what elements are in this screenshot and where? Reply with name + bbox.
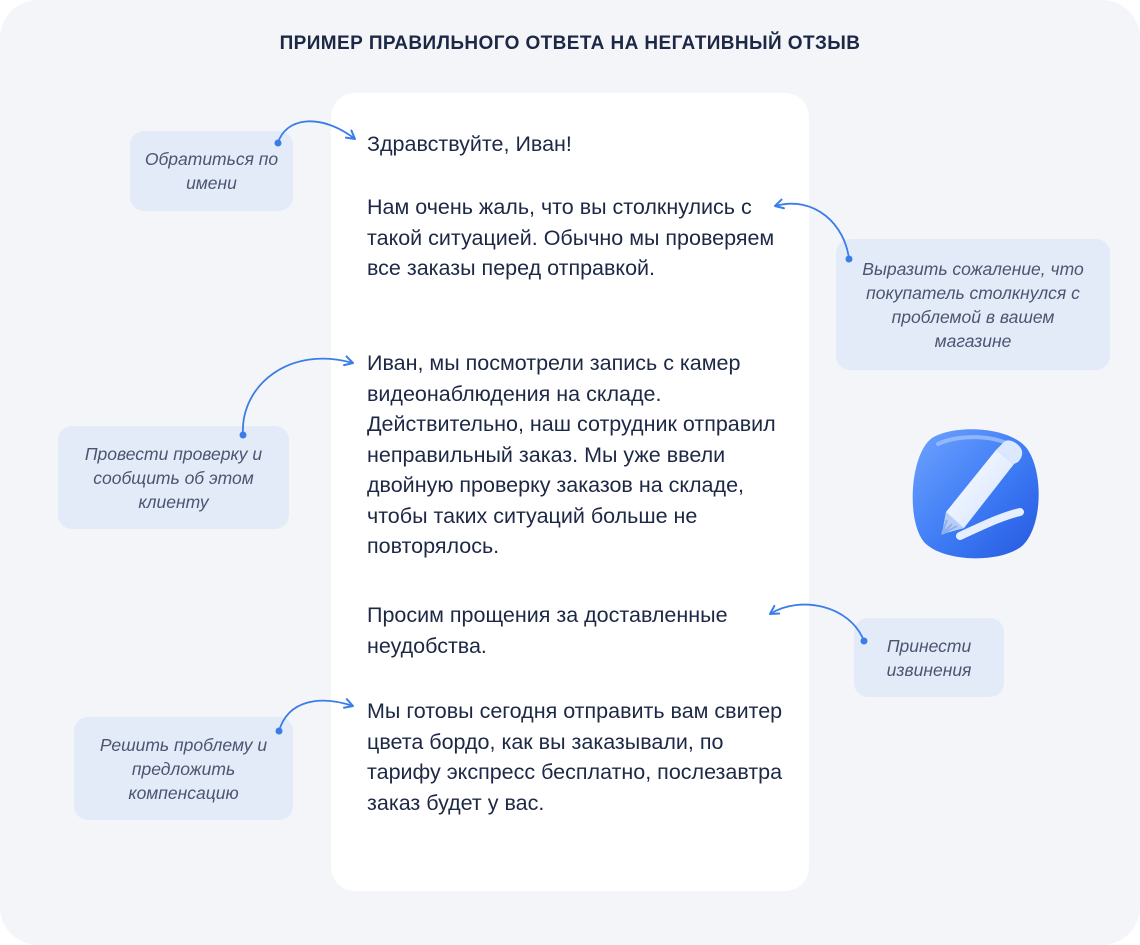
arrow-dot-check-and-report	[240, 432, 247, 439]
pencil-icon	[902, 420, 1052, 570]
arrow-dot-apologize	[861, 638, 868, 645]
arrow-apologize	[770, 605, 864, 641]
letter-greeting: Здравствуйте, Иван!	[367, 132, 572, 156]
note-apologize: Принести извинения	[854, 618, 1004, 697]
arrow-dot-express-regret	[846, 256, 853, 263]
letter-compensation-paragraph: Мы готовы сегодня отправить вам свитер цвета бордо, как вы заказывали, по тарифу экспресс бесплатно, послезавтра заказ будет у вас.	[367, 699, 783, 815]
arrow-address-by-name	[278, 121, 355, 143]
arrow-dot-address-by-name	[275, 140, 282, 147]
note-solve-and-compensate: Решить проблему и предложить компенсацию	[74, 717, 293, 820]
page-title: ПРИМЕР ПРАВИЛЬНОГО ОТВЕТА НА НЕГАТИВНЫЙ ОТЗЫВ	[279, 33, 861, 54]
note-check-and-report: Провести проверку и сообщить об этом клиенту	[58, 426, 289, 529]
letter-apology-paragraph: Просим прощения за доставленные неудобства.	[367, 603, 728, 658]
note-address-by-name: Обратиться по имени	[130, 131, 293, 211]
note-express-regret: Выразить сожаление, что покупатель столкнулся с проблемой в вашем магазине	[836, 239, 1110, 370]
letter-investigation-paragraph: Иван, мы посмотрели запись с камер видеонаблюдения на складе. Действительно, наш сотрудник отправил неправильный заказ. Мы уже ввели двойную проверку заказов на складе, чтобы таких ситуаций больше не повторялось.	[367, 351, 776, 558]
arrow-express-regret	[775, 204, 849, 259]
arrow-dot-solve-and-compensate	[276, 728, 283, 735]
arrow-check-and-report	[243, 359, 353, 435]
arrow-solve-and-compensate	[279, 701, 353, 731]
letter-regret-paragraph: Нам очень жаль, что вы столкнулись с такой ситуацией. Обычно мы проверяем все заказы перед отправкой.	[367, 195, 775, 280]
